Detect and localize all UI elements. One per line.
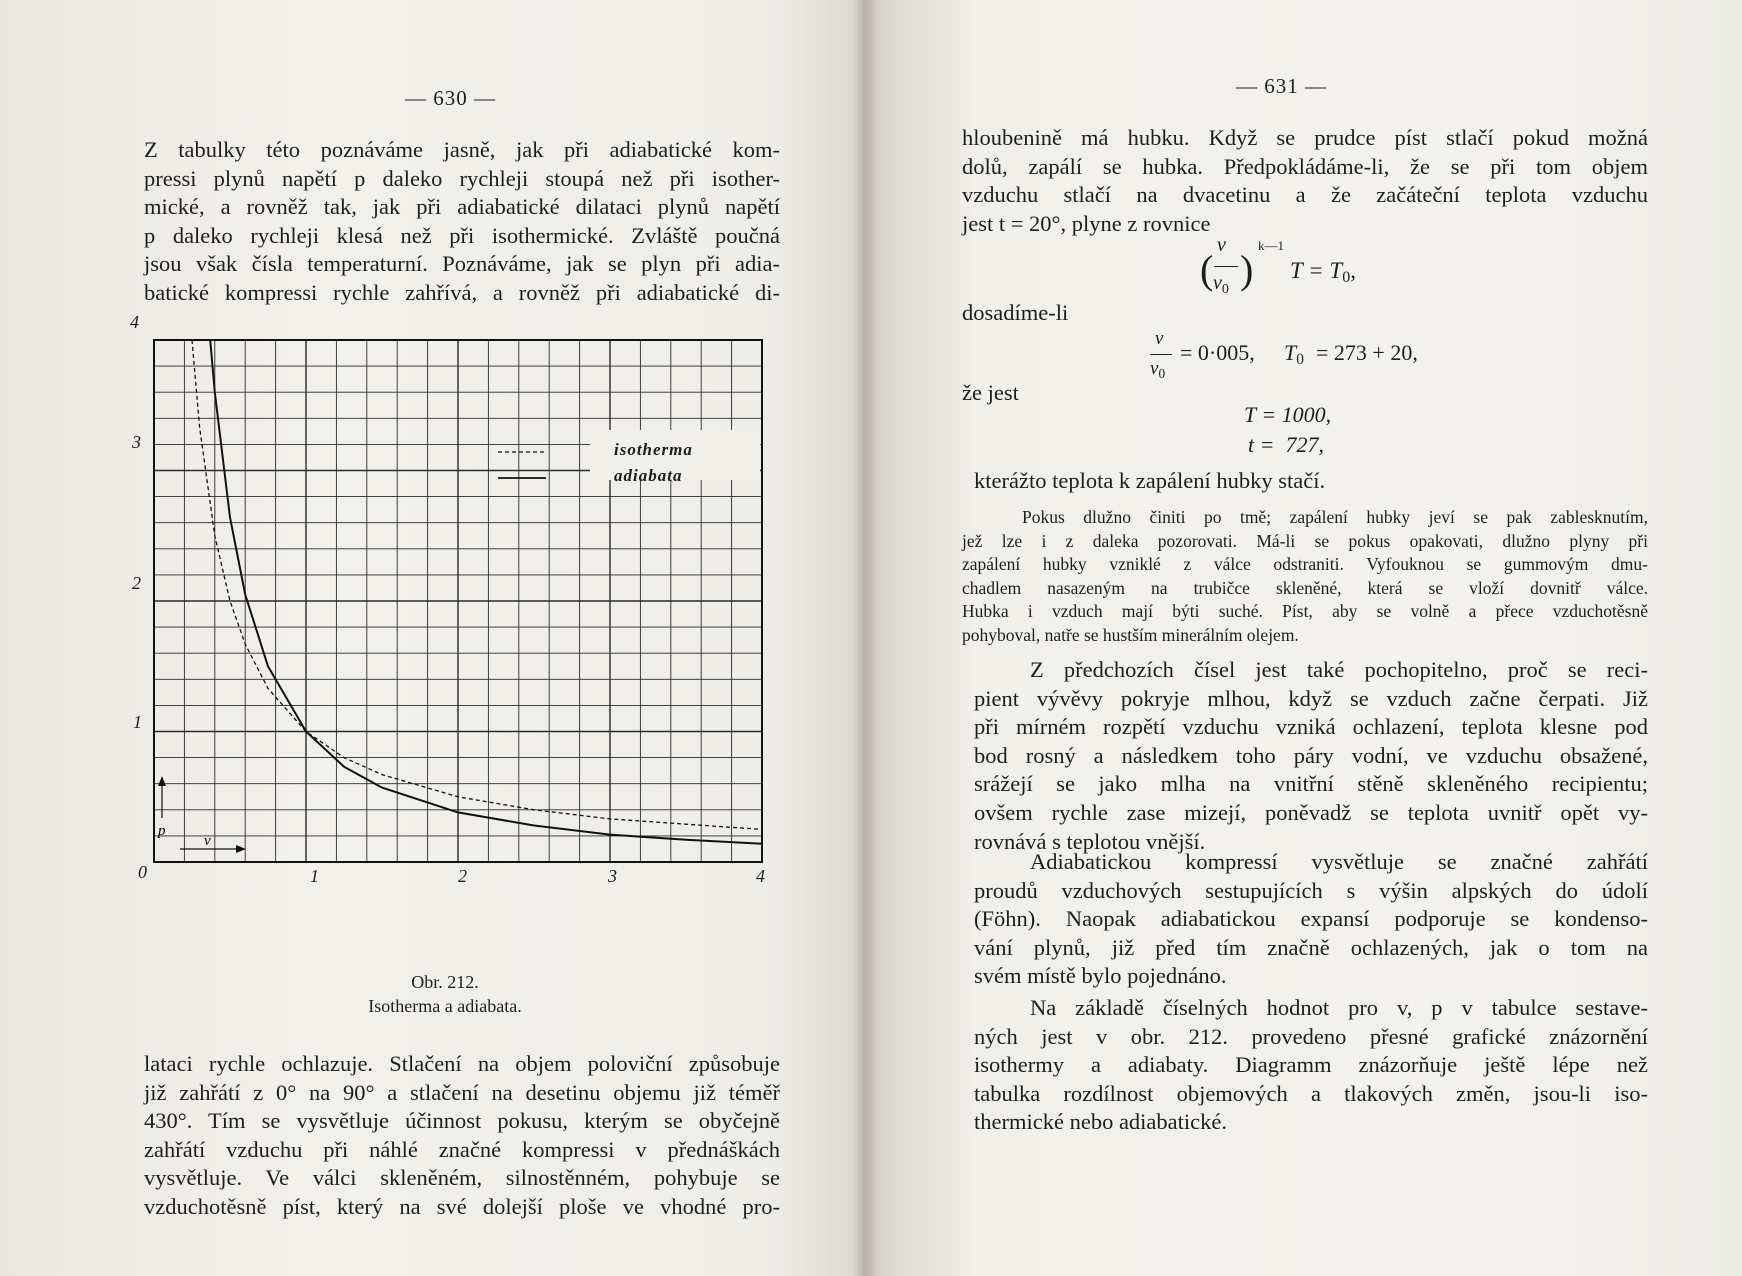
text-line: vání plynů, již před tím značně ochlazených, jak o tom na — [974, 934, 1648, 960]
text-line: vzduchotěsně píst, který na své dolejší ploše ve vhodné pro- — [144, 1193, 780, 1219]
p-arrow-head — [158, 776, 166, 786]
text-line: zapálení hubky vzniklé z válce odstraniti. Vyfouknou se gummovým dmu- — [962, 554, 1648, 575]
text-line: dolů, zapálí se hubka. Předpokládáme-li, že se při tom objem — [962, 153, 1648, 179]
text-line: tabulka rozdílnost objemových a tlakových změn, jsou-li iso- — [974, 1080, 1648, 1106]
text-line: vysvětluje. Ve válci skleněném, silnostěnném, pohybuje se — [144, 1165, 780, 1191]
right-paragraph-1 — [962, 124, 1648, 238]
text-line: ných jest v obr. 212. provedeno přesné grafické znázornění — [974, 1023, 1648, 1049]
ze-jest-text: že jest — [962, 380, 1019, 405]
right-paragraph-4 — [974, 848, 1648, 991]
text-line: Adiabatickou kompressí vysvětluje se značné zahřátí — [1030, 849, 1648, 874]
eq1-rhs: $T = T_0$, — [1290, 258, 1356, 286]
text-line: mické, a rovněž tak, jak při adiabatické dilataci plynů napětí — [144, 194, 780, 220]
text-line: Z tabulky této poznáváme jasně, jak při adiabatické kom- — [144, 137, 780, 162]
eq2-value: = 0·005, — [1180, 340, 1255, 365]
eq3-t: t = 727, — [1248, 432, 1324, 457]
text-line: jsou však čísla temperaturní. Poznáváme, jak se plyn při adia- — [144, 251, 780, 277]
text-line: 430°. Tím se vysvětluje účinnost pokusu, kterým se obyčejně — [144, 1108, 780, 1134]
eq2-numerator: v — [1155, 328, 1164, 349]
y-tick-2: 2 — [132, 573, 141, 593]
figure-caption-number: Obr. 212. — [411, 972, 479, 992]
right-paragraph-3 — [974, 656, 1648, 856]
eq2-t0-value: = 273 + 20, — [1316, 340, 1418, 365]
eq2-t0-symbol: $T_0$ — [1284, 340, 1304, 368]
text-line: zahřátí vzduchu při náhlé značné kompressi v přednáškách — [144, 1136, 780, 1162]
text-line: pressi plynů napětí p daleko rychleji stoupá než při isother- — [144, 165, 780, 191]
text-line: p daleko rychleji klesá než při isothermické. Zvláště poučná — [144, 222, 780, 248]
eq3-T: T = 1000, — [1244, 402, 1332, 427]
text-line: Pokus dlužno činiti po tmě; zapálení hubky jeví se pak zablesknutím, — [1022, 507, 1648, 527]
right-page — [870, 0, 1742, 1276]
eq1-fraction-bar — [1214, 266, 1238, 267]
x-tick-1: 1 — [310, 866, 319, 886]
text-line: bod rosný a následkem toho páry vodní, ve vzduchu obsažené, — [974, 742, 1648, 768]
text-line: hloubenině má hubku. Když se prudce píst stlačí pokud možná — [962, 125, 1648, 150]
dosadime-text: dosadíme-li — [962, 300, 1069, 325]
text-line: lataci rychle ochlazuje. Stlačení na objem poloviční způsobuje — [144, 1051, 780, 1076]
v-axis-label: v — [204, 833, 211, 849]
y-tick-3: 3 — [132, 432, 141, 452]
text-line: (Föhn). Naopak adiabatickou expansí podporuje se kondenso- — [974, 906, 1648, 932]
small-print-note — [962, 506, 1648, 648]
y-tick-1: 1 — [133, 712, 142, 732]
y-tick-4: 4 — [130, 312, 139, 332]
text-line: rovnává s teplotou vnější. — [974, 828, 1206, 854]
x-tick-2: 2 — [458, 866, 467, 886]
text-line: srážejí se jako mlha na vnitřní stěně skleněného recipientu; — [974, 771, 1648, 797]
left-paragraph-2 — [144, 1050, 780, 1222]
text-line: isothermy a adiabaty. Diagramm znázorňuje ještě lépe než — [974, 1052, 1648, 1078]
paren-close: ) — [1240, 247, 1254, 292]
text-line: již zahřátí z 0° na 90° a stlačení na desetinu objemu již téměř — [144, 1079, 780, 1105]
right-paragraph-5 — [974, 994, 1648, 1137]
eq1-numerator: v — [1217, 234, 1226, 256]
eq2-denominator: $v_0$ — [1150, 358, 1166, 381]
text-line: proudů vzduchových sestupujících s výšin alpských do údolí — [974, 877, 1648, 903]
legend-isotherma: isotherma — [614, 440, 693, 459]
text-line: pohyboval, natře se hustším minerálním olejem. — [962, 624, 1299, 645]
text-line: ovšem rychle zase mizejí, poněvadž se teplota uvnitř opět vy- — [974, 799, 1648, 825]
v-arrow-head — [236, 845, 246, 853]
p-axis-label: p — [158, 823, 166, 839]
text-line: batické kompressi rychle zahřívá, a rovněž při adiabatické di- — [144, 279, 780, 305]
left-paragraph-1 — [144, 136, 780, 308]
text-line: jest t = 20°, plyne z rovnice — [962, 210, 1211, 236]
x-tick-0: 0 — [138, 862, 147, 882]
text-line: Na základě číselných hodnot pro v, p v tabulce sestave- — [1030, 995, 1648, 1020]
text-line: svém místě bylo pojednáno. — [974, 963, 1227, 989]
x-tick-3: 3 — [608, 866, 617, 886]
left-page — [0, 0, 860, 1276]
series-line-isotherma — [192, 340, 762, 829]
eq1-denominator: $v_0$ — [1213, 272, 1229, 297]
page-number-631: — 631 — — [1236, 74, 1327, 98]
chart — [120, 328, 780, 888]
eq1-exponent: k—1 — [1258, 238, 1284, 253]
text-line: jež lze i z daleka pozorovati. Má-li se pokus opakovati, dlužno plyny při — [962, 530, 1648, 551]
text-line: Z předchozích čísel jest také pochopitelno, proč se reci- — [1030, 657, 1648, 682]
text-line: pient vývěvy pokryje mlhou, když se vzduch začne čerpati. Již — [974, 685, 1648, 711]
text-line: Hubka i vzduch mají býti suché. Píst, aby se volně a přece vzduchotěsně — [962, 601, 1648, 622]
page-number-630: — 630 — — [405, 86, 496, 110]
text-line: vzduchu stlačí na dvacetinu a že začáteční teplota vzduchu — [962, 182, 1648, 208]
figure-caption-title: Isotherma a adiabata. — [368, 996, 522, 1016]
conclusion-text: kterážto teplota k zapálení hubky stačí. — [974, 468, 1326, 493]
eq2-fraction-bar — [1150, 354, 1172, 355]
text-line: thermické nebo adiabatické. — [974, 1109, 1228, 1135]
figure-212 — [120, 312, 780, 984]
legend-adiabata: adiabata — [614, 466, 683, 485]
text-line: chadlem nasazeným na trubičce skleněné, která se vloží dovnitř válce. — [962, 577, 1648, 598]
series-line-adiabata — [210, 340, 762, 844]
x-tick-4: 4 — [756, 866, 765, 886]
paren-open: ( — [1200, 247, 1214, 292]
text-line: při mírném rozpětí vzduchu vzniká ochlazení, teplota klesne pod — [974, 714, 1648, 740]
